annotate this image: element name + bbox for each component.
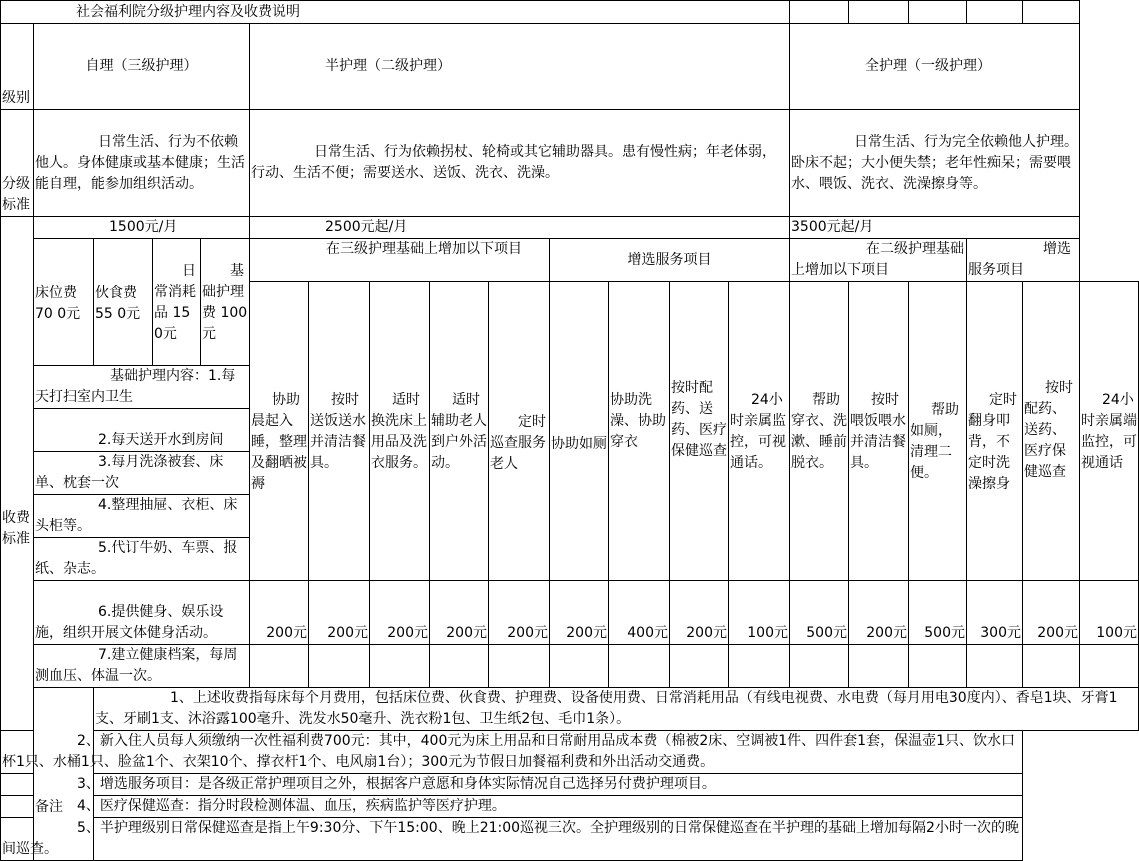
group-semi-optional: 增选服务项目 (550, 239, 790, 282)
basic-care-item: 5.代订牛奶、车票、报纸、杂志。 (34, 538, 250, 581)
service-price: 200元 (849, 581, 909, 645)
empty-cell (967, 645, 1023, 688)
group-header-row (1, 239, 1139, 282)
basic-care-item: 基础护理内容：1.每天打扫室内卫生 (34, 366, 250, 409)
criteria-row (1, 110, 1139, 217)
group-full-base: 在二级护理基础上增加以下项目 (790, 239, 967, 282)
empty-cell (1080, 645, 1139, 688)
service-price-row (1, 581, 1139, 645)
empty-cell (909, 1, 967, 24)
service-name: 定时巡查服务老人 (489, 282, 550, 581)
price-full: 3500元起/月 (790, 217, 1080, 239)
service-price: 200元 (670, 581, 729, 645)
note-row (1, 774, 1139, 796)
note-item: 3、增选服务项目：是各级正常护理项目之外，根据客户意愿和身体实际情况自己选择另付费护理项目。 (1, 774, 1023, 796)
note-item: 4、医疗保健巡查：指分时段检测体温、血压，疾病监护等医疗护理。 (1, 796, 1023, 818)
note-row (1, 818, 1139, 861)
service-name: 帮助穿衣、洗漱、睡前脱衣。 (790, 282, 849, 581)
fee-bed: 床位费 70 0元 (34, 239, 94, 366)
basic-care-item: 7.建立健康档案，每周测血压、体温一次。 (34, 645, 250, 688)
service-name: 协助如厕 (550, 282, 609, 581)
group-semi-base: 在三级护理基础上增加以下项目 (250, 239, 550, 282)
service-price: 500元 (909, 581, 967, 645)
basic-care-row (1, 645, 1139, 688)
price-self: 1500元/月 (34, 217, 250, 239)
note-row (1, 796, 1139, 818)
level-full: 全护理（一级护理） (790, 24, 1080, 110)
service-name: 协助晨起入睡，整理及翻晒被褥 (250, 282, 309, 581)
price-row (1, 217, 1139, 239)
service-price: 100元 (1080, 581, 1139, 645)
service-name: 协助洗澡、协助穿衣 (609, 282, 670, 581)
empty-cell (729, 645, 790, 688)
empty-cell (489, 645, 550, 688)
group-full-optional: 增选服务项目 (967, 239, 1080, 282)
page-title: 社会福利院分级护理内容及收费说明 (1, 1, 790, 24)
criteria-semi: 日常生活、行为依赖拐杖、轮椅或其它辅助器具。患有慢性病；年老体弱，行动、生活不便；需要送水、送饭、洗衣、洗澡。 (250, 110, 790, 217)
service-name: 按时喂饭喂水并清洁餐具。 (849, 282, 909, 581)
service-name: 按时配药、送药、医疗保健巡查 (670, 282, 729, 581)
empty-cell (967, 1, 1023, 24)
empty-cell (790, 1, 849, 24)
note-item: 1、上述收费指每床每个月费用，包括床位费、伙食费、护理费、设备使用费、日常消耗用品（有线电视费、水电费（每月用电30度内）、香皂1块、牙膏1支、牙刷1支、沐浴露100毫升、洗发水50毫升、洗衣粉1包、卫生纸2包、毛巾1条）。 (94, 688, 1139, 731)
service-name: 适时辅助老人到户外活动。 (430, 282, 489, 581)
service-name: 适时换洗床上用品及洗衣服务。 (370, 282, 430, 581)
empty-cell (1023, 645, 1080, 688)
basic-care-item: 4.整理抽屉、衣柜、床头柜等。 (34, 495, 250, 538)
service-price: 200元 (309, 581, 370, 645)
basic-care-item: 6.提供健身、娱乐设施，组织开展文体健身活动。 (34, 581, 250, 645)
fee-food: 伙食费 55 0元 (94, 239, 153, 366)
note-item: 5、半护理级别日常保健巡查是指上午9:30分、下午15:00、晚上21:00巡视三次。全护理级别的日常保健巡查在半护理的基础上增加每隔2小时一次的晚间巡查。 (1, 818, 1023, 861)
empty-cell (430, 645, 489, 688)
service-price: 400元 (609, 581, 670, 645)
empty-cell (849, 645, 909, 688)
service-name: 定时翻身叩背，不定时洗澡擦身 (967, 282, 1023, 581)
empty-cell (609, 645, 670, 688)
service-name: 按时配药、送药、医疗保健巡查 (1023, 282, 1080, 581)
service-price: 100元 (729, 581, 790, 645)
service-name: 帮助如厕，清理二便。 (909, 282, 967, 581)
service-price: 300元 (967, 581, 1023, 645)
basic-care-item: 2.每天送开水到房间 (34, 409, 250, 452)
fee-care: 基础护理费 100元 (201, 239, 250, 366)
level-label: 级别 (1, 24, 34, 110)
service-price: 200元 (250, 581, 309, 645)
criteria-label: 分级标准 (1, 110, 34, 217)
note-row (1, 688, 1139, 731)
service-price: 200元 (550, 581, 609, 645)
note-item: 2、新入住人员每人须缴纳一次性福利费700元：其中，400元为床上用品和日常耐用品成本费（棉被2床、空调被1件、四件套1套，保温壶1只、饮水口杯1只、水桶1只、脸盆1个、衣架10个、撑衣杆1个、电风扇1台）；300元为节假日加餐福利费和外出活动交通费。 (1, 731, 1023, 774)
basic-care-item: 3.每月洗涤被套、床单、枕套一次 (34, 452, 250, 495)
empty-cell (790, 645, 849, 688)
level-self: 自理（三级护理） (34, 24, 250, 110)
price-semi: 2500元起/月 (250, 217, 790, 239)
criteria-full: 日常生活、行为完全依赖他人护理。卧床不起；大小便失禁；老年性痴呆；需要喂水、喂饭、洗衣、洗澡擦身等。 (790, 110, 1080, 217)
service-price: 200元 (430, 581, 489, 645)
empty-cell (909, 645, 967, 688)
service-price: 200元 (1023, 581, 1080, 645)
level-semi: 半护理（二级护理） (250, 24, 790, 110)
empty-cell (370, 645, 430, 688)
empty-cell (670, 645, 729, 688)
remarks-label: 备注 (34, 688, 94, 861)
service-name: 24小时亲属监控，可视通话。 (729, 282, 790, 581)
empty-cell (849, 1, 909, 24)
title-row (1, 1, 1139, 24)
level-row (1, 24, 1139, 110)
service-name: 按时送饭送水并清洁餐具。 (309, 282, 370, 581)
fees-label: 收费标准 (1, 217, 34, 731)
criteria-self: 日常生活、行为不依赖他人。身体健康或基本健康；生活能自理，能参加组织活动。 (34, 110, 250, 217)
service-price: 200元 (489, 581, 550, 645)
fee-daily: 日常消耗品 150元 (153, 239, 201, 366)
empty-cell (1023, 1, 1080, 24)
empty-cell (550, 645, 609, 688)
empty-cell (309, 645, 370, 688)
service-name: 24小时亲属端监控，可视通话 (1080, 282, 1139, 581)
empty-cell (250, 645, 309, 688)
note-row (1, 731, 1139, 774)
service-price: 500元 (790, 581, 849, 645)
service-price: 200元 (370, 581, 430, 645)
